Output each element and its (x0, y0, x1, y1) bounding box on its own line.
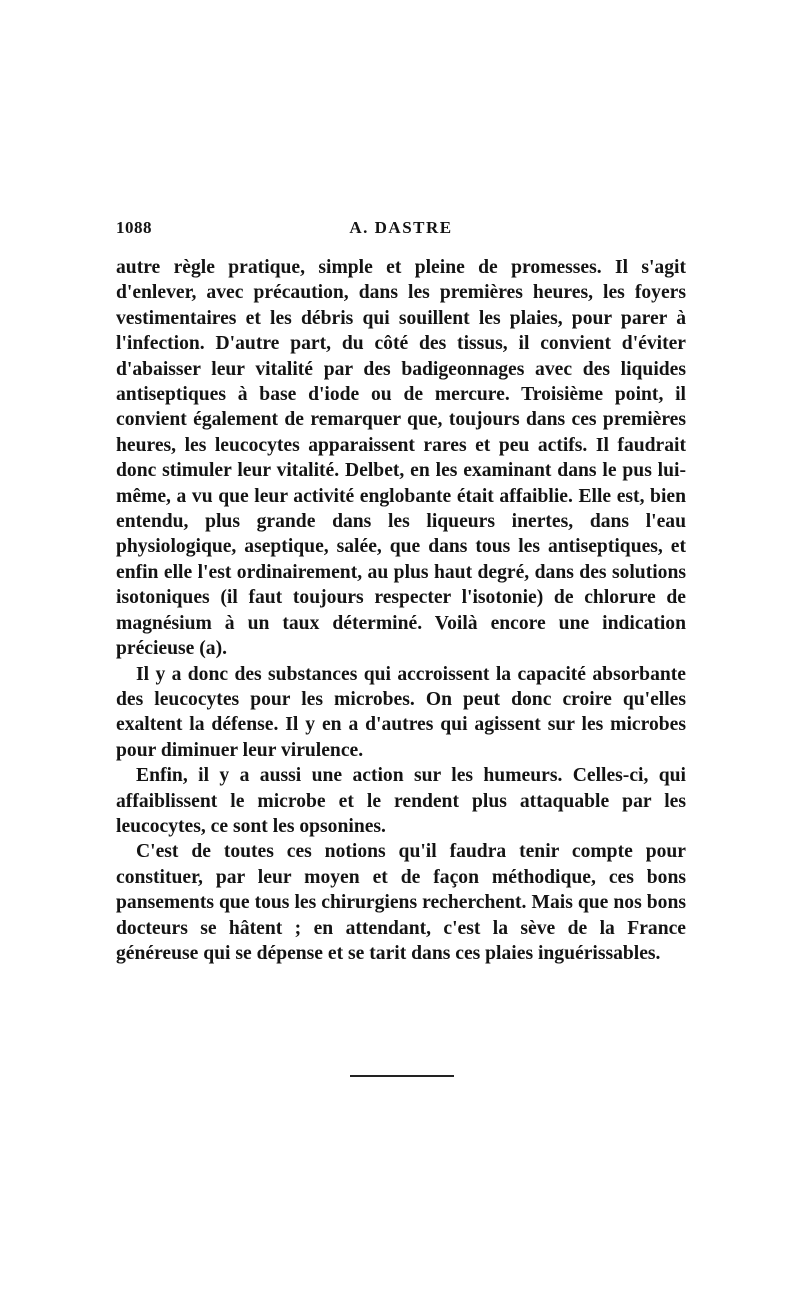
body-text (116, 255, 686, 966)
closing-rule (350, 1075, 454, 1077)
paragraph-substances: Il y a donc des substances qui accroissent la capacité absorbante des leucocytes pour les microbes. On peut donc croire qu'elles exaltent la défense. Il y en a d'autres qui agissent sur les microbes pour diminuer leur virulence. (116, 663, 686, 761)
running-title: A. DASTRE (349, 218, 453, 237)
page-number: 1088 (116, 218, 152, 237)
paragraph-continued: autre règle pratique, simple et pleine de promesses. Il s'agit d'enlever, avec précaution, dans les premières heures, les foyers vestimentaires et les débris qui souillent les plaies, pour parer à l'infection. D'autre part, du côté des tissus, il convient d'éviter d'abaisser leur vitalité par des badigeonnages avec des liquides antiseptiques à base d'iode ou de mercure. Troisième point, il convient également de remarquer que, toujours dans ces premières heures, les leucocytes apparaissent rares et peu actifs. Il faudrait donc stimuler leur vitalité. Delbet, en les examinant dans le pus lui-même, a vu que leur activité englobante était affaiblie. Elle est, bien entendu, plus grande dans les liqueurs inertes, dans l'eau physiologique, aseptique, salée, que dans tous les antiseptiques, et enfin elle l'est ordinairement, au plus haut degré, dans des solutions isotoniques (il faut toujours respecter l'isotonie) de chlorure de magnésium à un taux déterminé. Voilà encore une indication précieuse (a). (116, 257, 686, 660)
paragraph-conclusion: C'est de toutes ces notions qu'il faudra tenir compte pour constituer, par leur moyen et de façon méthodique, ces bons pansements que tous les chirurgiens recherchent. Mais que nos bons docteurs se hâtent ; en attendant, c'est la sève de la France généreuse qui se dépense et se tarit dans ces plaies inguérissables. (116, 841, 686, 964)
paragraph-opsonines: Enfin, il y a aussi une action sur les humeurs. Celles-ci, qui affaiblissent le microbe et le rendent plus attaquable par les leucocytes, ce sont les opsonines. (116, 765, 686, 837)
running-head (116, 218, 686, 242)
